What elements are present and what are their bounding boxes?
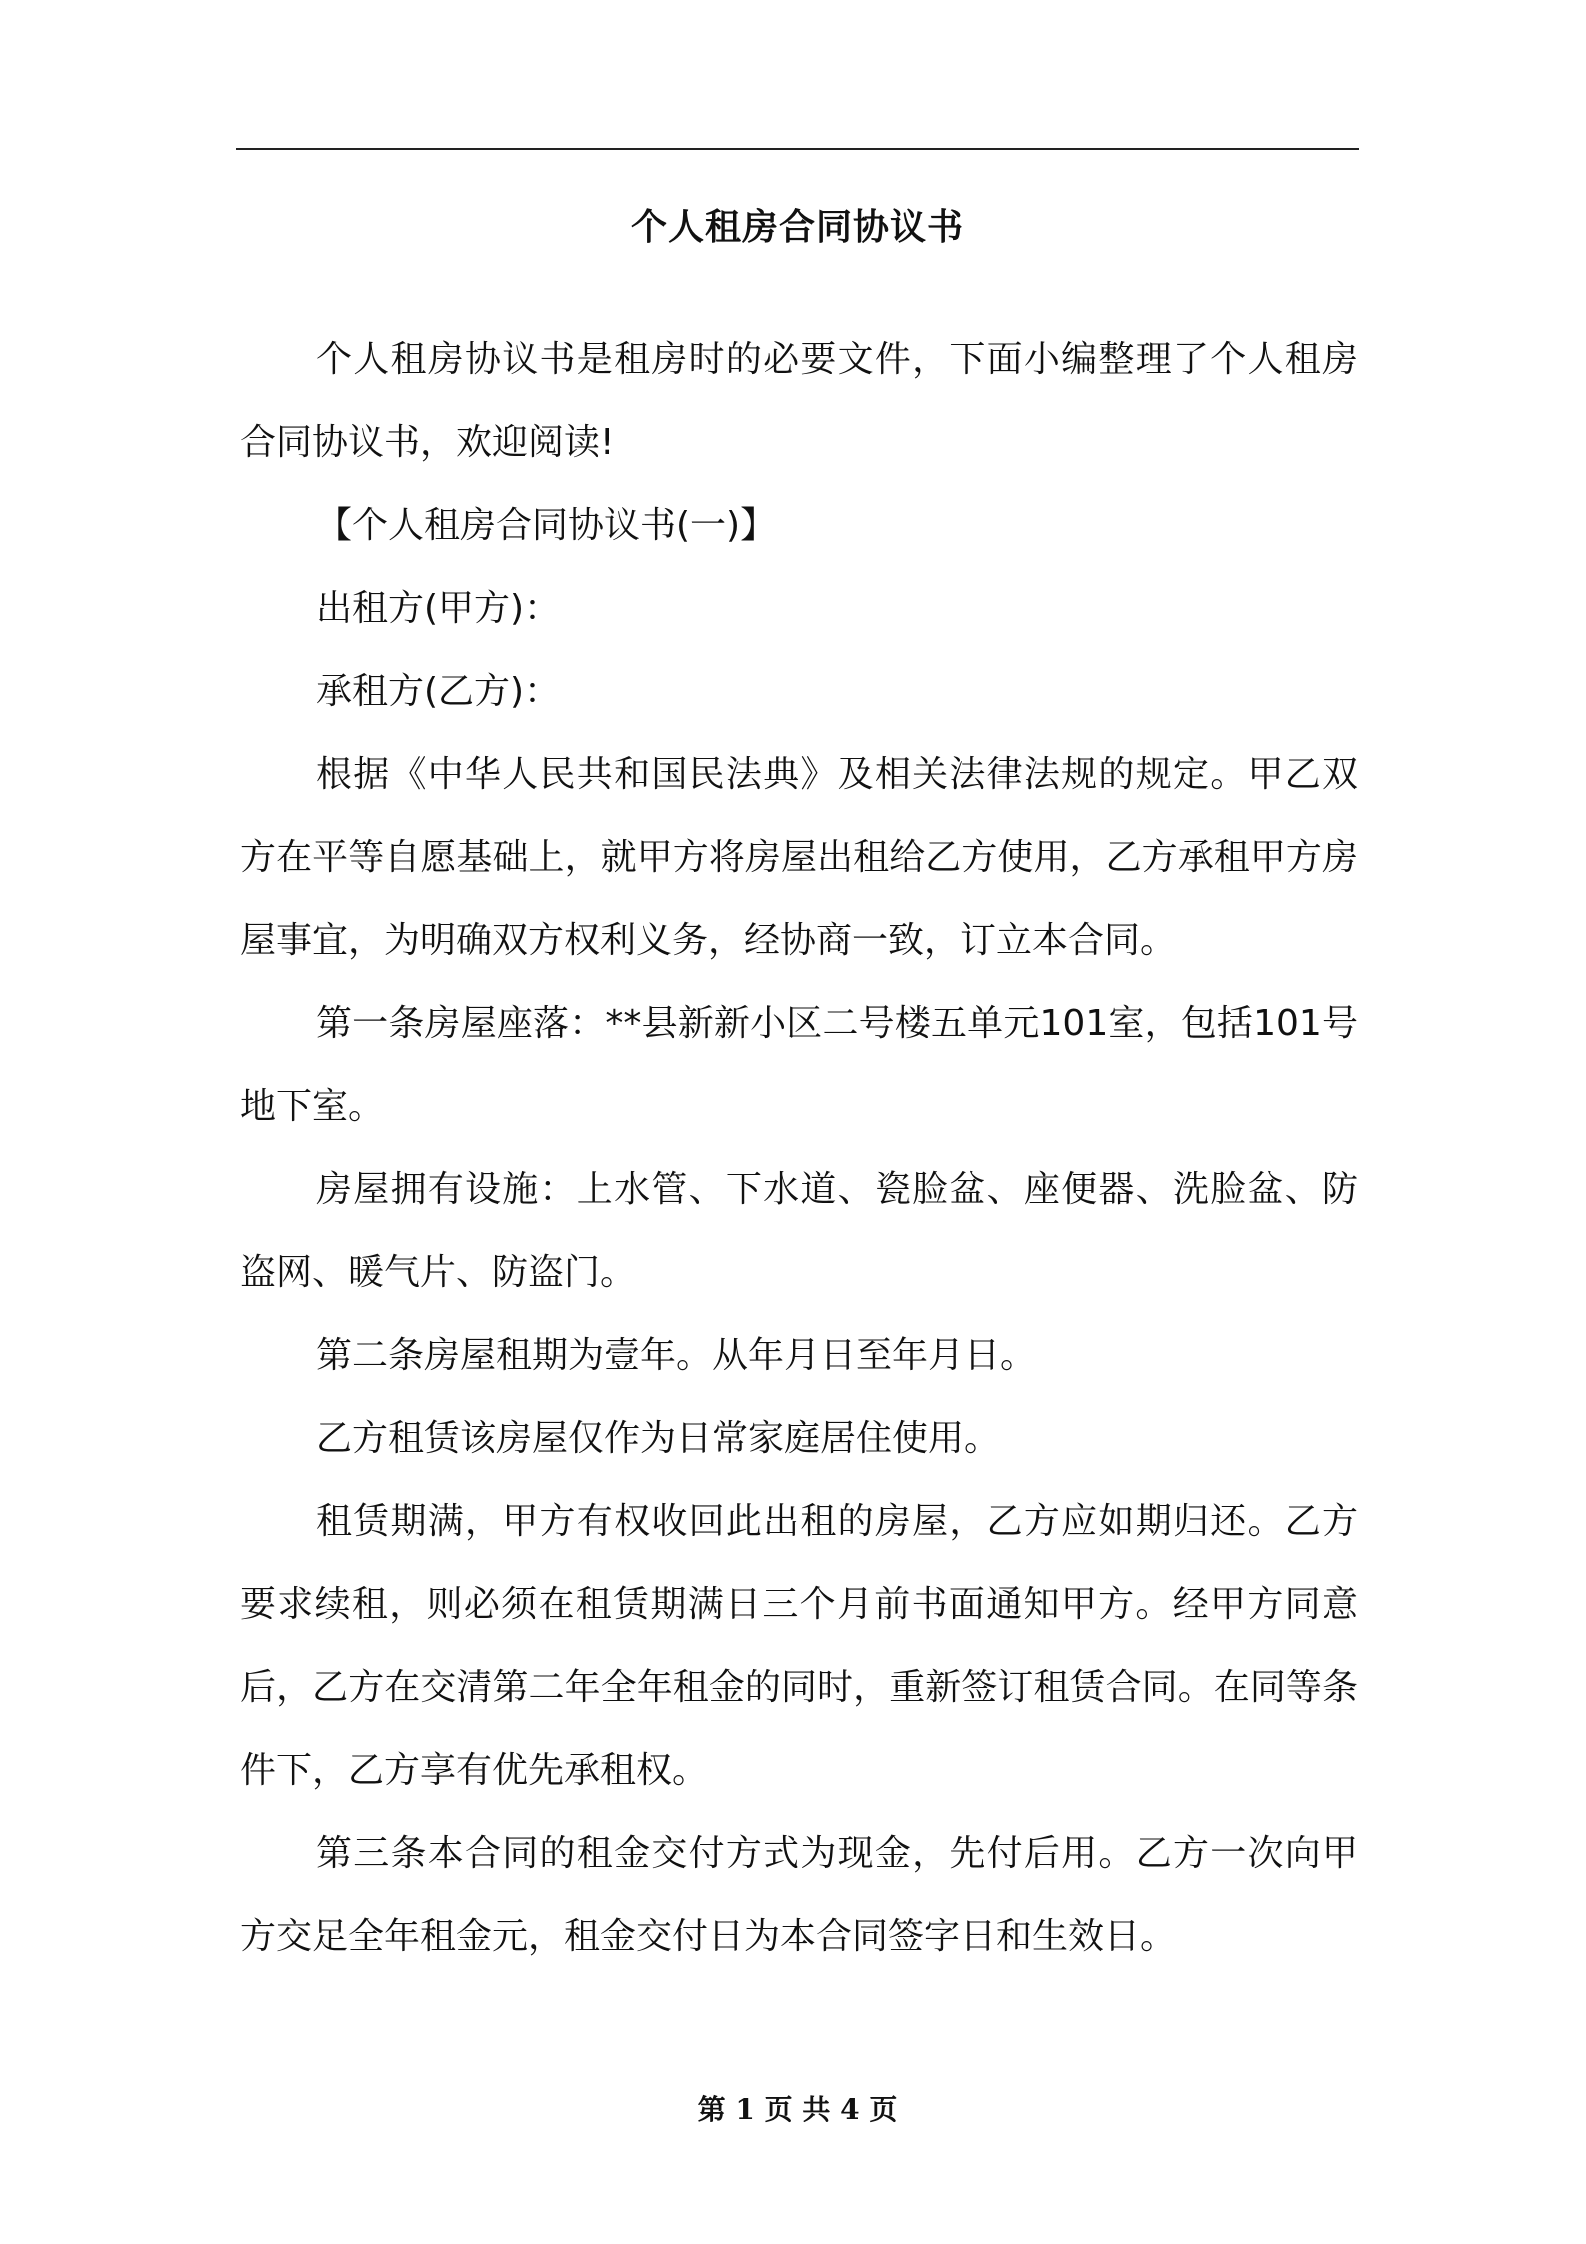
paragraph-facilities: 房屋拥有设施：上水管、下水道、瓷脸盆、座便器、洗脸盆、防盗网、暖气片、防盗门。	[240, 1169, 1358, 1293]
paragraph-renewal: 租赁期满，甲方有权收回此出租的房屋，乙方应如期归还。乙方要求续租，则必须在租赁期满日三个月前书面通知甲方。经甲方同意后，乙方在交清第二年全年租金的同时，重新签订租赁合同。在同等条件下，乙方享有优先承租权。	[240, 1501, 1358, 1791]
paragraph-article-3: 第三条本合同的租金交付方式为现金，先付后用。乙方一次向甲方交足全年租金元，租金交付日为本合同签字日和生效日。	[240, 1833, 1358, 1957]
paragraph-legal-basis: 根据《中华人民共和国民法典》及相关法律法规的规定。甲乙双方在平等自愿基础上，就甲方将房屋出租给乙方使用，乙方承租甲方房屋事宜，为明确双方权利义务，经协商一致，订立本合同。	[240, 754, 1358, 961]
paragraph-article-1: 第一条房屋座落：**县新新小区二号楼五单元101室，包括101号地下室。	[240, 1003, 1358, 1127]
page-footer: 第 1 页 共 4 页	[697, 2093, 898, 2126]
paragraph-lessee: 承租方(乙方)：	[316, 671, 561, 712]
paragraph-usage: 乙方租赁该房屋仅作为日常家庭居住使用。	[316, 1418, 1001, 1459]
document-body	[240, 318, 1358, 1978]
paragraph-section-heading: 【个人租房合同协议书(一)】	[316, 505, 777, 546]
paragraph-intro: 个人租房协议书是租房时的必要文件，下面小编整理了个人租房合同协议书，欢迎阅读!	[240, 339, 1358, 463]
header-rule	[236, 148, 1359, 150]
paragraph-lessor: 出租方(甲方)：	[316, 588, 561, 629]
document-title: 个人租房合同协议书	[630, 207, 964, 248]
paragraph-article-2: 第二条房屋租期为壹年。从年月日至年月日。	[316, 1335, 1037, 1376]
